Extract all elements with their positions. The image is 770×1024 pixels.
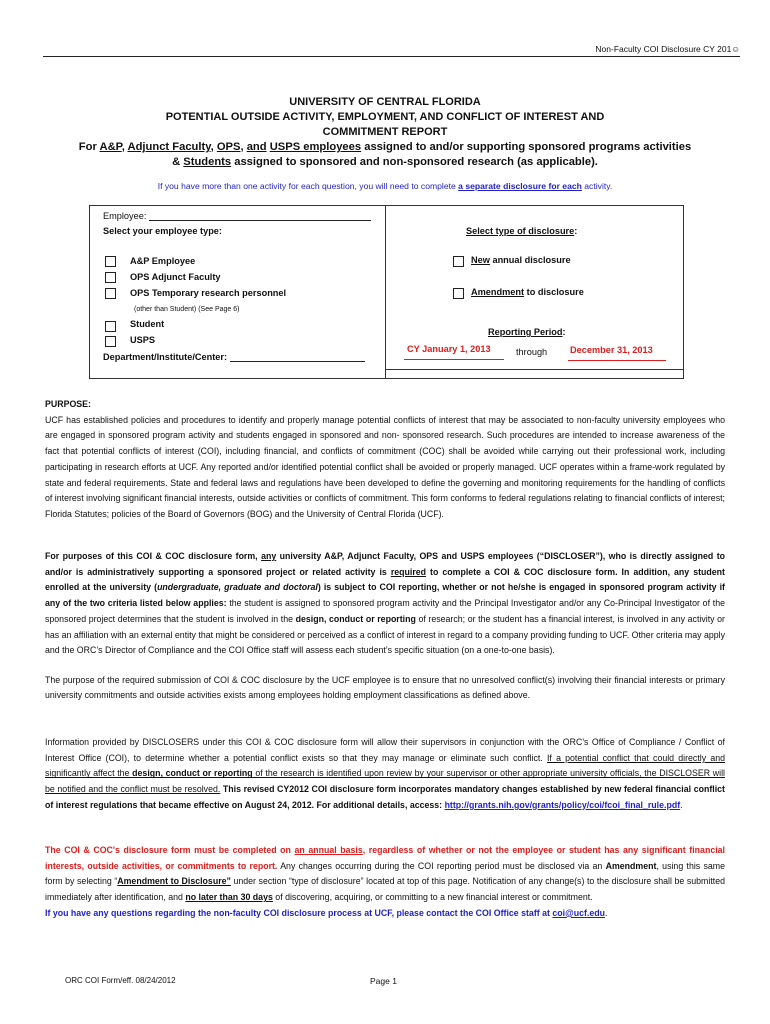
nih-rule-link[interactable]: http://grants.nih.gov/grants/policy/coi/fcoi_final_rule.pdf xyxy=(444,799,681,810)
ops-temp-checkbox[interactable] xyxy=(105,288,116,299)
title-report-line1: POTENTIAL OUTSIDE ACTIVITY, EMPLOYMENT, AND CONFLICT OF INTEREST AND xyxy=(165,111,605,123)
title-audience-line1: For A&P, Adjunct Faculty, OPS, and USPS employees assigned to and/or supporting sponsored programs activities xyxy=(78,141,692,153)
page-number: Page 1 xyxy=(370,976,397,986)
department-input[interactable] xyxy=(230,352,365,362)
new-annual-label: New annual disclosure xyxy=(471,255,571,265)
purpose-paragraph-1: UCF has established policies and procedures to identify and properly manage potential conflicts of interest that may be associated to non-faculty university employees who are engaged in sponsored program activity and students engaged in sponsored and non- sponsored research. Such procedures are intended to increase awareness of the fact that potential conflicts of interest (COI), including financial, and conflicts of commitment (COC) shall be avoided while carrying out their professional work, including participating in research efforts at UCF. Any reported and/or identified potential conflict shall be avoided or properly managed. UCF operates within a frame-work regulated by state and federal requirements. State and federal laws and regulations have been developed to define the governing and monitoring requirements for the handling of conflicts of interest involving significant financial interests, outside activities or conflicts of commitment. This form conforms to federal regulations relating to financial conflicts of interest; Florida Statutes; policies of the Board of Governors (BOG) and the University of Central Florida (UCF). xyxy=(45,414,725,519)
purpose-paragraph-2: For purposes of this COI & COC disclosure form, any university A&P, Adjunct Faculty, OPS and USPS employees (“DISCLOSER”), who is directly assigned to and/or is administratively supporting a sponsored project or related activity is required to complete a COI & COC disclosure form. In addition, any student enrolled at the university (undergraduate, graduate and doctoral) is subject to COI reporting, whether or not he/she is engaged in sponsored program activity if any of the two criteria listed below applies: the student is assigned to sponsored program activity and the Principal Investigator and/or any Co-Principal Investigator of the sponsored project determines that the student is involved in the design, conduct or reporting of research; or the student has a financial interest, is involved in any activity or has an affiliation with an external entity that might be considered or perceived as a conflict of interest in regard to a company providing funding to UCF. Other criteria may apply and the ORC’s Director of Compliance and the COI Office staff will assess each student’s specific situation (on a one-to-one basis). xyxy=(45,551,726,656)
header-rule xyxy=(43,56,740,57)
running-header: Non-Faculty COI Disclosure CY 201☺ xyxy=(595,44,740,54)
period-end-field[interactable]: December 31, 2013 xyxy=(570,345,653,355)
usps-label: USPS xyxy=(130,335,156,345)
title-audience-line2: & Students assigned to sponsored and non-sponsored research (as applicable). xyxy=(172,156,598,168)
ops-adjunct-checkbox[interactable] xyxy=(105,272,116,283)
department-field: Department/Institute/Center: xyxy=(103,352,365,362)
ops-temp-label: OPS Temporary research personnel xyxy=(130,288,287,298)
separate-disclosure-link[interactable]: a separate disclosure for each xyxy=(458,181,582,191)
amendment-checkbox[interactable] xyxy=(453,288,464,299)
disclosure-type-label: Select type of disclosure: xyxy=(466,226,578,236)
employee-type-label: Select your employee type: xyxy=(103,226,222,236)
title-report-line2: COMMITMENT REPORT xyxy=(322,126,448,138)
student-checkbox[interactable] xyxy=(105,321,116,332)
new-annual-checkbox[interactable] xyxy=(453,256,464,267)
student-label: Student xyxy=(130,319,165,329)
ops-adjunct-label: OPS Adjunct Faculty xyxy=(130,272,221,282)
ap-employee-label: A&P Employee xyxy=(130,256,196,266)
form-id-footer: ORC COI Form/eff. 08/24/2012 xyxy=(65,976,176,985)
purpose-paragraph-4: Information provided by DISCLOSERS under this COI & COC disclosure form will allow their supervisors in conjunction with the ORC's Office of Compliance / Conflict of Interest Office (COI), to determine whether a potential conflict exists so that they may manage or eliminate such conflict. If a potential conflict that could directly and significantly affect the design, conduct or reporting of the research is identified upon review by your supervisor or other appropriate university officials, the DISCLOSER will be notified and the conflict must be resolved. This revised CY2012 COI disclosure form incorporates mandatory changes established by new federal financial conflict of interest regulations that became effective on August 24, 2012. For additional details, access: http://grants.nih.gov/grants/policy/coi/fcoi_final_rule.pdf. xyxy=(45,737,726,810)
purpose-section xyxy=(45,397,725,523)
reporting-period-label: Reporting Period: xyxy=(488,327,566,337)
multiple-activity-note: If you have more than one activity for each question, you will need to complete a separate disclosure for each activity. xyxy=(157,181,613,191)
ops-temp-note: (other than Student) (See Page 6) xyxy=(134,306,240,313)
amendment-label: Amendment to disclosure xyxy=(471,287,584,297)
period-start-field[interactable]: CY January 1, 2013 xyxy=(407,344,491,354)
employee-info-box xyxy=(89,205,684,379)
title-block xyxy=(0,95,770,170)
purpose-paragraph-3: The purpose of the required submission of COI & COC disclosure by the UCF employee is to ensure that no unresolved conflict(s) involving their financial interests or primary university commitments and outside activities exists among employees holding employment classifications as defined above. xyxy=(45,675,725,700)
employee-field: Employee: xyxy=(103,211,371,221)
usps-checkbox[interactable] xyxy=(105,336,116,347)
coi-email-link[interactable]: coi@ucf.edu xyxy=(552,907,605,918)
through-label: through xyxy=(516,347,548,357)
purpose-heading: PURPOSE: xyxy=(45,399,91,409)
ap-employee-checkbox[interactable] xyxy=(105,256,116,267)
title-university: UNIVERSITY OF CENTRAL FLORIDA xyxy=(289,96,481,108)
purpose-paragraph-5: The COI & COC's disclosure form must be completed on an annual basis, regardless of whether or not the employee or student has any significant financial interests, outside activities, or commitments to report. Any changes occurring during the COI reporting period must be disclosed via an Amendment, using this same form by selecting “Amendment to Disclosure” under section “type of disclosure” located at top of this page. Notification of any change(s) to the disclosure shall be submitted immediately after identification, and no later than 30 days of discovering, acquiring, or committing to a new financial interest or commitment. If you have any questions regarding the non-faculty COI disclosure process at UCF, please contact the COI Office staff at coi@ucf.edu. xyxy=(45,845,725,918)
employee-name-input[interactable] xyxy=(149,211,371,221)
